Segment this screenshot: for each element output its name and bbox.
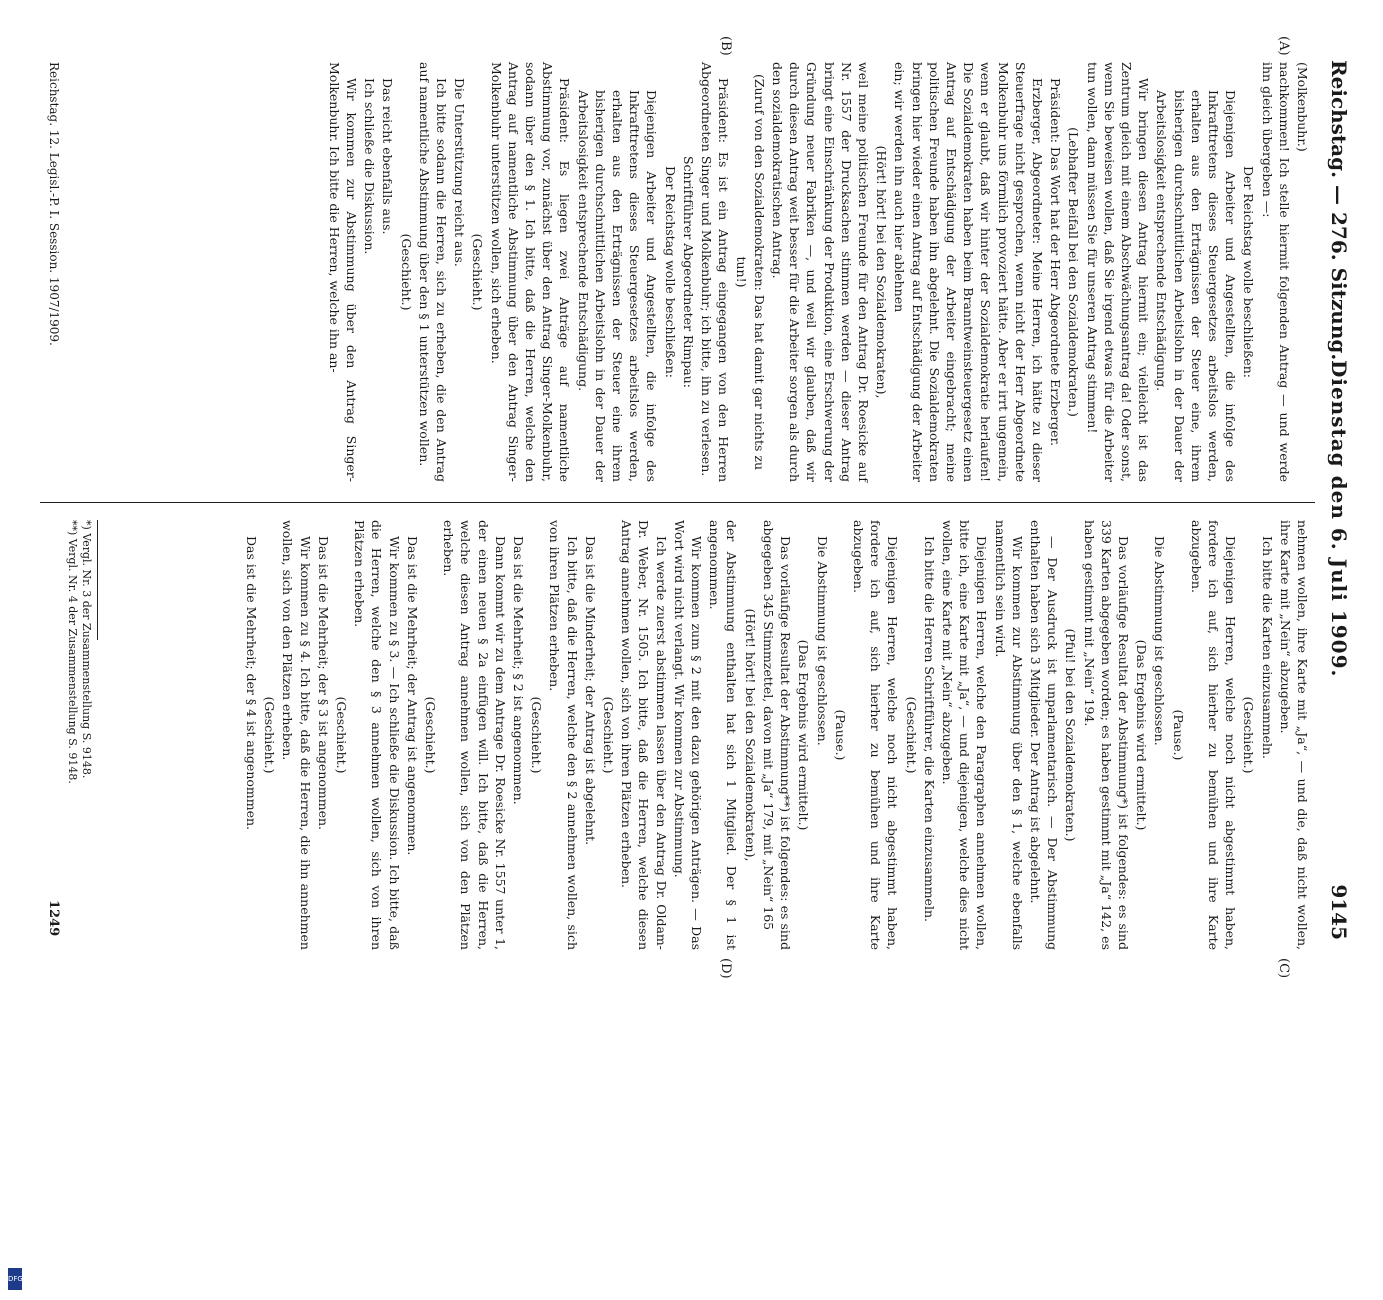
footnote-rule: [97, 520, 98, 640]
margin-mark-b: (B): [718, 36, 733, 56]
left-column-paragraph: (Geschieht.): [470, 233, 486, 311]
left-column-paragraph: (Lebhafter Beifall bei den Sozialdemokraten.): [1066, 127, 1082, 417]
right-column-paragraph: Wir kommen zur Abstimmung über den § 1, welche ebenfalls namentlich sein wird.: [992, 520, 1025, 950]
footnote-2: **) Vergl. Nr. 4 der Zusammenstellung S. 9148.: [66, 520, 79, 784]
left-column-paragraph: Präsident: Es liegen zwei Anträge auf namentliche Abstimmung vor, zunächst über den Antrag Singer-Molkenbuhr, sodann über den § 1. Ich bitte, daß die Herren, welche den Antrag auf namentliche Abstimmung über den Antrag Singer-Molkenbuhr unterstützen wollen, sich erheben.: [488, 62, 573, 482]
right-column-paragraph: (Geschieht.): [1241, 696, 1257, 774]
right-column-paragraph: (Pause.): [1170, 709, 1186, 761]
right-column-paragraph: (Hört! hört! bei den Sozialdemokraten),: [742, 608, 758, 862]
left-column-paragraph: nachkommen! Ich stelle hiermit folgenden Antrag — und werde ihn gleich übergeben —:: [1259, 62, 1292, 482]
right-column-paragraph: Wir kommen zu § 4. Ich bitte, daß die Herren, die ihn annehmen wollen, sich von den Plätzen erheben.: [280, 520, 313, 950]
right-column-paragraph: Dann kommt wir zu dem Antrage Dr. Roesicke Nr. 1557 unter 1, der einen neuen § 2a einfügen will. Ich bitte, daß die Herren, welche diesen Antrag annehmen wollen, sich von den Plätzen erheben.: [441, 520, 508, 950]
right-column-paragraph: (Geschieht.): [423, 696, 439, 774]
left-column-paragraph: Ich schließe die Diskussion.: [362, 78, 378, 255]
dfg-logo-icon: DFG: [8, 1268, 22, 1290]
right-column-paragraph: Das ist die Mehrheit; § 2 ist angenommen.: [511, 536, 527, 805]
left-column-paragraph: Ich bitte sodann die Herren, sich zu erheben, die den Antrag auf namentliche Abstimmung über den § 1 unterstützen wollen.: [416, 62, 450, 482]
right-column-paragraph: Diejenigen Herren, welche den Paragraphen annehmen wollen, bitte ich, eine Karte mit „Ja“, — und diejenigen, welche dies nicht wollen, eine Karte mit „Nein“ abzugeben.: [939, 520, 990, 950]
right-column-paragraph: Diejenigen Herren, welche noch nicht abgestimmt haben, fordere ich auf, sich hierher zu bemühen und ihre Karte abzugeben.: [850, 520, 901, 950]
left-column-paragraph: (Zuruf von den Sozialdemokraten: Das hat damit gar nichts zu tun!): [734, 73, 767, 471]
right-column-paragraph: Das ist die Mehrheit; der § 3 ist angenommen.: [315, 536, 331, 831]
left-column-paragraph: (Hört! hört! bei den Sozialdemokraten),: [874, 145, 890, 399]
right-column-paragraph: (Das Ergebnis wird ermittelt.): [1134, 639, 1150, 831]
left-column-paragraph: Die Unterstützung reicht aus.: [452, 78, 468, 267]
left-column-paragraph: Diejenigen Arbeiter und Angestellten, die infolge des Inkrafttretens dieses Steuergesetzes arbeitslos werden, erhalten aus den Erträgnissen der Steuer eine ihrem bisherigen durchschnittlichen Arbeitslohn in der Dauer der Arbeitslosigkeit entsprechende Entschädigung.: [575, 90, 660, 482]
right-column-paragraph: Ich werde zuerst abstimmen lassen über den Antrag Dr. Oldam-Dr. Weber, Nr. 1505. Ich bitte, daß die Herren, welche diesen Antrag annehmen wollen, sich von ihren Plätzen erheben.: [619, 520, 669, 950]
left-column-paragraph: Wir kommen zur Abstimmung über den Antrag Singer-Molkenbuhr. Ich bitte die Herren, welche ihn an-: [326, 62, 360, 482]
side-credit: [6, 300, 23, 1300]
left-column-paragraph: Wir bringen diesen Antrag hiermit ein; vielleicht ist das Zentrum gleich mit einem Abschwächungsantrag da! Oder sonst, wenn Sie beweisen wollen, daß Sie irgend etwas für die Arbeiter tun wollen, dann müssen Sie für unseren Antrag stimmen!: [1084, 62, 1152, 482]
left-column-paragraph: weil meine politischen Freunde für den Antrag Dr. Roesicke auf Nr. 1557 der Drucksachen stimmen werden — dieser Antrag bringt eine Einschränkung der Produktion, eine Erschwerung der Gründung neuer Fabriken —, und weil wir glauben, daß wir durch diesen Antrag weit besser für die Arbeiter sorgen als durch den sozialdemokratischen Antrag.: [769, 62, 871, 482]
right-column-paragraph: Die Abstimmung ist geschlossen.: [814, 536, 830, 746]
right-column-paragraph: (Geschieht.): [529, 696, 545, 774]
right-column-paragraph: (Pfui! bei den Sozialdemokraten.): [1063, 628, 1079, 842]
column-divider: [40, 502, 1315, 503]
right-column-paragraph: Das ist die Minderheit; der Antrag ist abgelehnt.: [582, 536, 598, 846]
right-column-paragraph: Ich bitte die Herren Schriftführer, die Karten einzusammeln.: [921, 536, 937, 922]
footer-page-number: 1249: [46, 900, 61, 937]
left-column-paragraph: Erzberger, Abgeordneter: Meine Herren, ich hätte zu dieser Steuerfrage nicht gesprochen, wenn nicht der Herr Abgeordnete Molkenbuhr uns förmlich provoziert hätte. Aber er irrt ungemein, wenn er glaubt, daß wir hinter der Sozialdemokratie herlaufen! Die Sozialdemokraten haben beim Branntweinsteuergesetz einen Antrag auf Entschädigung der Arbeiter eingebracht; meine politischen Freunde haben ihn abgelehnt. Die Sozialdemokraten bringen hier wieder einen Antrag auf Entschädigung der Arbeiter ein; wir werden ihn auch hier ablehnen: [892, 62, 1045, 482]
right-column-paragraph: Wir kommen zu § 3. — Ich schließe die Diskussion. Ich bitte, daß die Herren, welche den § 3 annehmen wollen, sich von ihren Plätzen erheben.: [352, 520, 402, 950]
footnote-1: *) Vergl. Nr. 3 der Zusammenstellung S. 9148.: [80, 520, 93, 779]
margin-mark-d: (D): [718, 958, 733, 979]
left-column-paragraph: Diejenigen Arbeiter und Angestellten, die infolge des Inkrafttretens dieses Steuergesetzes arbeitslos werden, erhalten aus den Erträgnissen der Steuer eine, ihrem bisherigen durchschnittlichen Arbeitslohn in der Dauer der Arbeitslosigkeit entsprechende Entschädigung.: [1154, 90, 1239, 482]
header-center: Dienstag den 6. Juli 1909.: [1327, 360, 1351, 678]
right-column-paragraph: Diejenigen Herren, welche noch nicht abgestimmt haben, fordere ich auf, sich hierher zu bemühen und ihre Karte abzugeben.: [1188, 520, 1239, 950]
right-column-paragraph: (Geschieht.): [262, 696, 278, 774]
left-column-paragraph: (Geschieht.): [398, 233, 414, 311]
right-column-paragraph: der Abstimmung enthalten hat sich 1 Mitglied. Der § 1 ist angenommen.: [707, 520, 740, 950]
right-column-paragraph: — Der Ausdruck ist unparlamentarisch. — Der Abstimmung enthalten haben sich 3 Mitglieder. Der Antrag ist abgelehnt.: [1027, 520, 1061, 950]
right-column-paragraph: nehmen wollen, ihre Karte mit „Ja“, — und die, daß nicht wollen, ihre Karte mit „Nein“ abzugeben.: [1277, 520, 1310, 950]
left-column-paragraph: (Molkenbuhr.): [1295, 62, 1310, 152]
left-column-paragraph: Präsident: Das Wort hat der Herr Abgeordnete Erzberger.: [1048, 78, 1064, 447]
right-column-paragraph: Wir kommen zum § 2 mit den dazu gehörigen Anträgen. — Das Wort wird nicht verlangt. Wir kommen zur Abstimmung.: [671, 520, 705, 950]
right-column-paragraph: Das ist die Mehrheit; der § 4 ist angenommen.: [244, 536, 260, 831]
left-column-paragraph: Der Reichstag wolle beschließen:: [662, 166, 678, 378]
right-column-paragraph: Das ist die Mehrheit; der Antrag ist angenommen.: [404, 536, 420, 856]
right-column: [242, 520, 1311, 950]
footnotes: [65, 520, 93, 784]
footer-left: Reichstag. 12. Legisl.-P. I. Session. 1907/1909.: [47, 62, 61, 346]
right-column-paragraph: (Pause.): [832, 709, 848, 761]
page-number: 9145: [1327, 884, 1351, 940]
header-left: Reichstag. — 276. Sitzung.: [1327, 60, 1351, 361]
left-column: [325, 62, 1311, 482]
left-column-paragraph: Das reicht ebenfalls aus.: [380, 78, 396, 235]
right-column-paragraph: (Geschieht.): [601, 696, 617, 774]
right-column-paragraph: Die Abstimmung ist geschlossen.: [1152, 536, 1168, 746]
right-column-paragraph: Das vorläufige Resultat der Abstimmung*) ist folgendes: es sind 339 Karten abgegeben worden; es haben gestimmt mit „Ja“ 142, es haben gestimmt mit „Nein“ 194.: [1081, 520, 1131, 950]
left-column-paragraph: Präsident: Es ist ein Antrag eingegangen von den Herren Abgeordneten Singer und Molkenbuhr; ich bitte, ihn zu verlesen.: [699, 62, 732, 482]
margin-mark-c: (C): [1276, 958, 1291, 979]
right-column-paragraph: Ich bitte, daß die Herren, welche den § 2 annehmen wollen, sich von ihren Plätzen erheben.: [547, 520, 580, 950]
margin-mark-a: (A): [1276, 36, 1291, 56]
left-column-paragraph: Schriftführer Abgeordneter Rimpau:: [680, 155, 696, 388]
right-column-paragraph: (Geschieht.): [334, 696, 350, 774]
right-column-paragraph: (Das Ergebnis wird ermittelt.): [796, 639, 812, 831]
right-column-paragraph: Ich bitte die Karten einzusammeln.: [1259, 536, 1275, 760]
right-column-paragraph: Das vorläufige Resultat der Abstimmung**) ist folgendes: es sind abgegeben 345 Stimmzettel, davon mit „Ja“ 179, mit „Nein“ 165: [760, 520, 794, 950]
right-column-paragraph: (Geschieht.): [903, 696, 919, 774]
left-column-paragraph: Der Reichstag wolle beschließen:: [1241, 166, 1257, 378]
page-header: [1321, 60, 1351, 940]
